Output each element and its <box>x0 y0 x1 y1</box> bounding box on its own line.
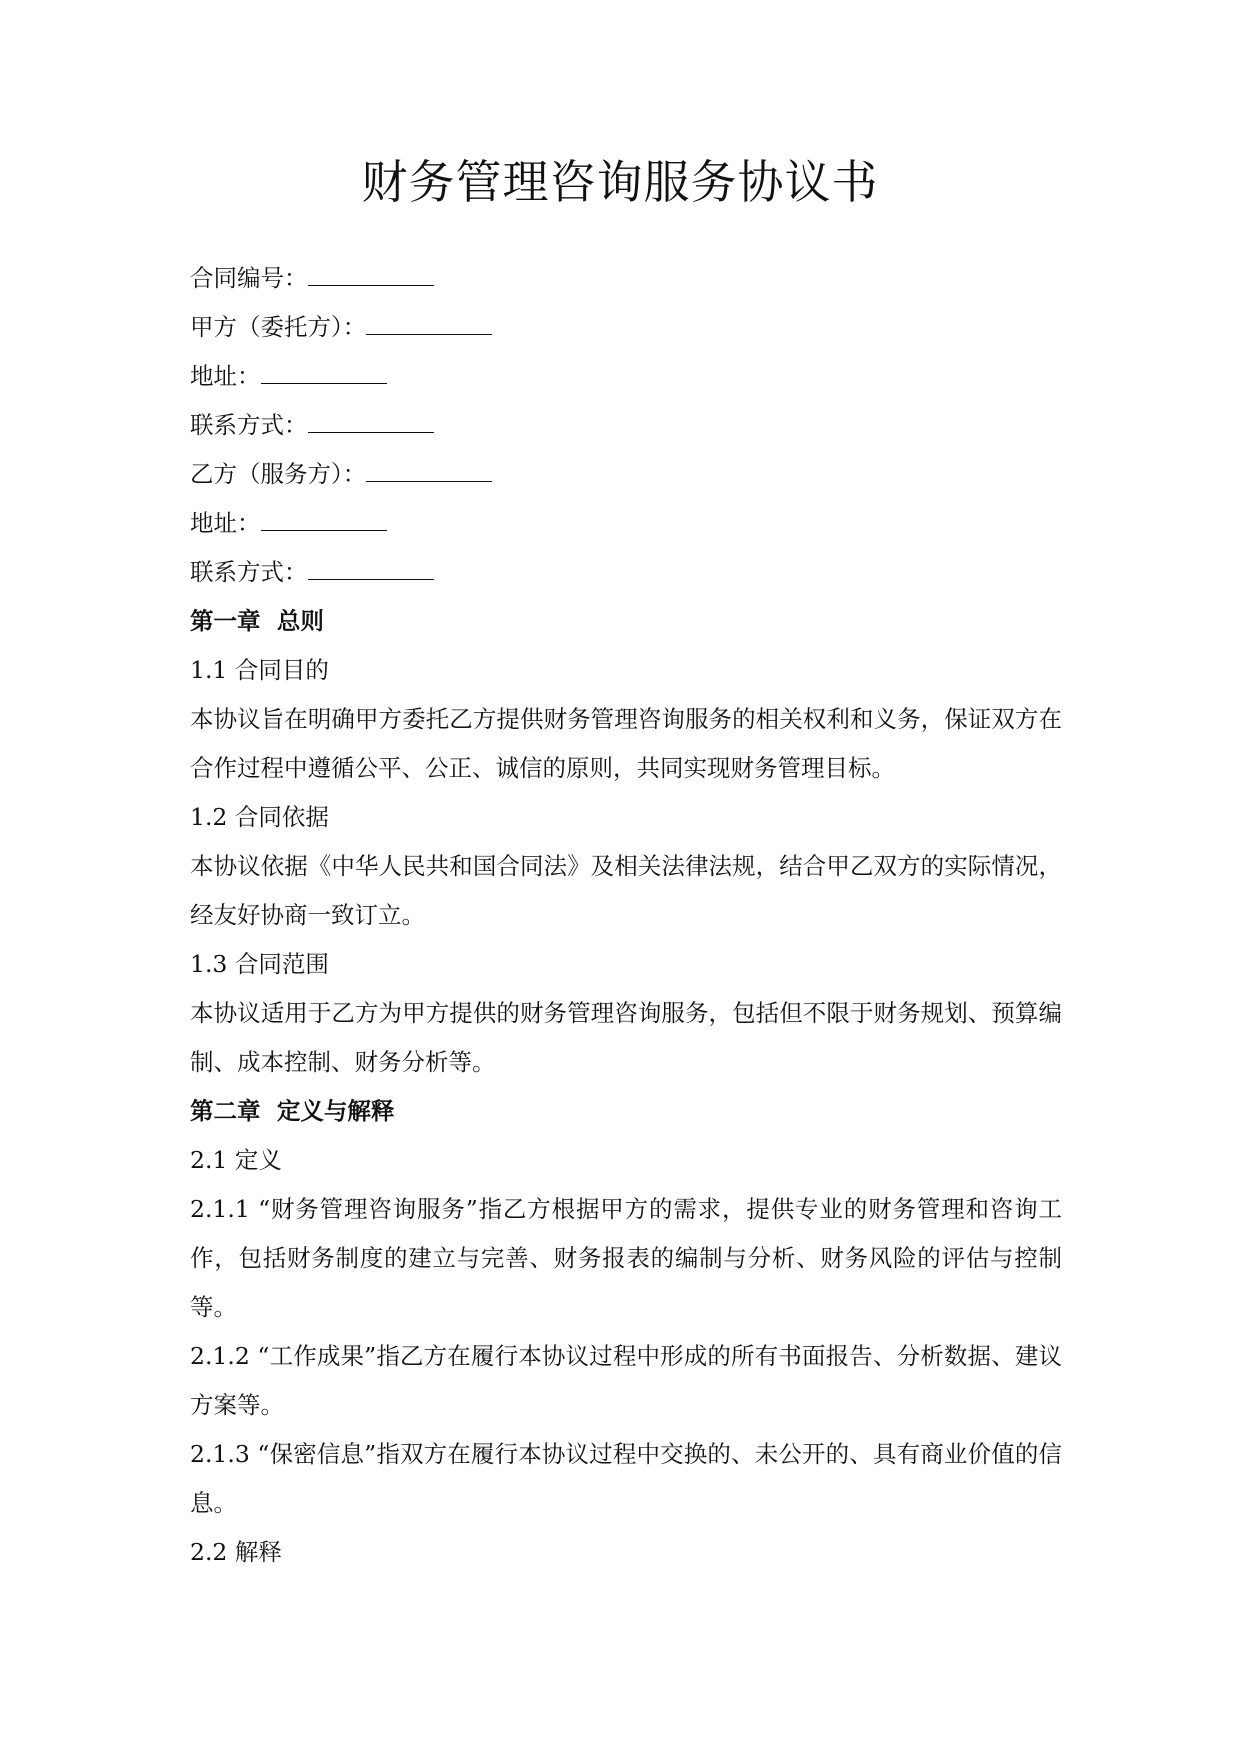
definition-paragraph: 2.1.2 “工作成果”指乙方在履行本协议过程中形成的所有书面报告、分析数据、建议方案等。 <box>190 1342 1062 1419</box>
party-b-contact-field <box>190 548 1062 597</box>
document-title: 财务管理咨询服务协议书 <box>361 155 879 209</box>
blank-line <box>261 502 387 531</box>
contract-number-field <box>190 254 1062 303</box>
blank-line <box>308 257 434 286</box>
section-paragraph: 本协议适用于乙方为甲方提供的财务管理咨询服务，包括但不限于财务规划、预算编制、成本控制、财务分析等。 <box>190 999 1062 1076</box>
definition-paragraph: 2.1.1 “财务管理咨询服务”指乙方根据甲方的需求，提供专业的财务管理和咨询工作，包括财务制度的建立与完善、财务报表的编制与分析、财务风险的评估与控制等。 <box>190 1195 1062 1321</box>
field-label: 甲方（委托方）： <box>190 313 367 341</box>
blank-line <box>366 306 492 335</box>
section-heading: 1.1 合同目的 <box>190 656 329 684</box>
chapter-heading: 第一章 总则 <box>190 607 324 635</box>
blank-line <box>261 355 387 384</box>
blank-line <box>308 404 434 433</box>
definition-paragraph: 2.1.3 “保密信息”指双方在履行本协议过程中交换的、未公开的、具有商业价值的信息。 <box>190 1440 1062 1517</box>
field-label: 联系方式： <box>190 558 308 586</box>
party-a-contact-field <box>190 401 1062 450</box>
document-body <box>190 254 1062 1577</box>
field-label: 地址： <box>190 509 261 537</box>
field-label: 地址： <box>190 362 261 390</box>
section-paragraph: 本协议旨在明确甲方委托乙方提供财务管理咨询服务的相关权利和义务，保证双方在合作过程中遵循公平、公正、诚信的原则，共同实现财务管理目标。 <box>190 705 1062 782</box>
field-label: 乙方（服务方）： <box>190 460 367 488</box>
blank-line <box>308 551 434 580</box>
section-heading: 1.3 合同范围 <box>190 950 329 978</box>
field-label: 联系方式： <box>190 411 308 439</box>
blank-line <box>366 453 492 482</box>
party-b-address-field <box>190 499 1062 548</box>
party-a-address-field <box>190 352 1062 401</box>
section-heading: 2.2 解释 <box>190 1538 282 1566</box>
section-heading: 2.1 定义 <box>190 1146 282 1174</box>
section-paragraph: 本协议依据《中华人民共和国合同法》及相关法律法规，结合甲乙双方的实际情况，经友好协商一致订立。 <box>190 852 1062 929</box>
party-b-field <box>190 450 1062 499</box>
party-a-field <box>190 303 1062 352</box>
section-heading: 1.2 合同依据 <box>190 803 329 831</box>
chapter-heading: 第二章 定义与解释 <box>190 1097 395 1125</box>
field-label: 合同编号： <box>190 264 308 292</box>
